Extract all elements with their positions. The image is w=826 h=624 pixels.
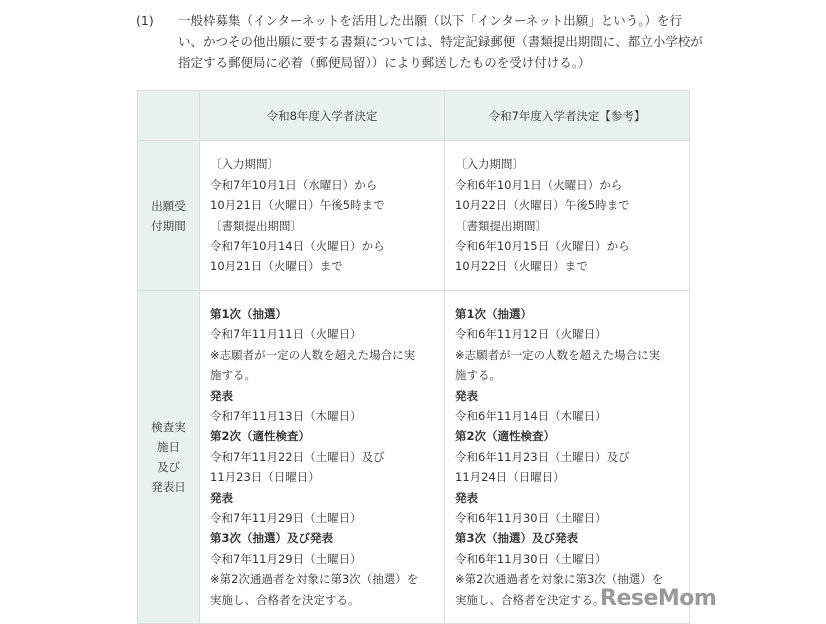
cell-r7-application-period	[445, 141, 690, 291]
resemom-logo: ReseMom	[600, 586, 717, 611]
cell-r7-exam-dates	[445, 291, 690, 624]
table-row	[138, 291, 690, 624]
cell-line: 〔入力期間〕	[455, 157, 524, 172]
cell-line: 10月22日（火曜日）午後5時まで	[455, 198, 630, 213]
row-label-exam-dates: 検査実 施日 及び 発表日	[138, 291, 200, 624]
cell-line: 11月24日（日曜日）	[455, 470, 565, 485]
table-header-row	[138, 91, 690, 141]
cell-line: 令和6年10月1日（火曜日）から	[455, 177, 623, 192]
corner-cell	[138, 91, 200, 141]
cell-line: 実施し、合格者を決定する。	[455, 592, 605, 607]
cell-line: 発表	[455, 388, 478, 403]
cell-line: 第1次（抽選）	[210, 306, 288, 321]
cell-line: 令和6年10月15日（火曜日）から	[455, 238, 630, 253]
cell-line: 10月21日（火曜日）まで	[210, 259, 343, 274]
cell-line: 令和7年11月22日（土曜日）及び	[210, 449, 385, 464]
cell-line: 実施し、合格者を決定する。	[210, 592, 360, 607]
cell-line: ※志願者が一定の人数を超えた場合に実	[210, 347, 416, 362]
table-row	[138, 141, 690, 291]
cell-line: 〔書類提出期間〕	[210, 218, 302, 233]
cell-line: 第2次（適性検査）	[455, 429, 556, 444]
cell-line: 令和7年10月1日（水曜日）から	[210, 177, 378, 192]
cell-line: 令和6年11月14日（木曜日）	[455, 408, 607, 423]
cell-line: ※志願者が一定の人数を超えた場合に実	[455, 347, 661, 362]
intro-line: い、かつその他出願に要する書類については、特定記録郵便（書類提出期間に、都立小学校が	[178, 34, 703, 49]
row-label-application-period: 出願受 付期間	[138, 141, 200, 291]
intro-line: 指定する郵便局に必着（郵便局留））により郵送したものを受け付ける。）	[178, 55, 591, 70]
cell-line: 発表	[210, 490, 233, 505]
cell-line: 令和7年11月13日（木曜日）	[210, 408, 362, 423]
cell-line: 第3次（抽選）及び発表	[210, 531, 334, 546]
schedule-table	[137, 90, 690, 624]
cell-line: 令和6年11月30日（土曜日）	[455, 511, 607, 526]
cell-line: ※第2次通過者を対象に第3次（抽選）を	[455, 572, 664, 587]
cell-line: 〔入力期間〕	[210, 157, 279, 172]
cell-line: 発表	[455, 490, 478, 505]
intro-text	[178, 10, 706, 73]
cell-r8-application-period	[200, 141, 445, 291]
cell-line: 10月22日（火曜日）まで	[455, 259, 588, 274]
cell-line: 令和7年10月14日（火曜日）から	[210, 238, 385, 253]
cell-line: 10月21日（火曜日）午後5時まで	[210, 198, 385, 213]
header-r7: 令和7年度入学者決定【参考】	[445, 91, 690, 141]
cell-r8-exam-dates	[200, 291, 445, 624]
cell-line: 令和6年11月30日（土曜日）	[455, 551, 607, 566]
intro-paragraph	[126, 10, 706, 73]
cell-line: 令和7年11月29日（土曜日）	[210, 511, 362, 526]
cell-line: 施する。	[210, 368, 256, 383]
cell-line: 第3次（抽選）及び発表	[455, 531, 579, 546]
cell-line: 発表	[210, 388, 233, 403]
cell-line: ※第2次通過者を対象に第3次（抽選）を	[210, 572, 419, 587]
cell-line: 令和7年11月29日（土曜日）	[210, 551, 362, 566]
cell-line: 令和6年11月12日（火曜日）	[455, 327, 607, 342]
cell-line: 令和7年11月11日（火曜日）	[210, 327, 362, 342]
header-r8: 令和8年度入学者決定	[200, 91, 445, 141]
cell-line: 〔書類提出期間〕	[455, 218, 547, 233]
intro-line: 一般枠募集（インターネットを活用した出願（以下「インターネット出願」という。）を行	[178, 13, 683, 28]
cell-line: 施する。	[455, 368, 501, 383]
cell-line: 11月23日（日曜日）	[210, 470, 320, 485]
cell-line: 第1次（抽選）	[455, 306, 533, 321]
cell-line: 第2次（適性検査）	[210, 429, 311, 444]
cell-line: 令和6年11月23日（土曜日）及び	[455, 449, 630, 464]
item-number: (1)	[136, 13, 154, 28]
